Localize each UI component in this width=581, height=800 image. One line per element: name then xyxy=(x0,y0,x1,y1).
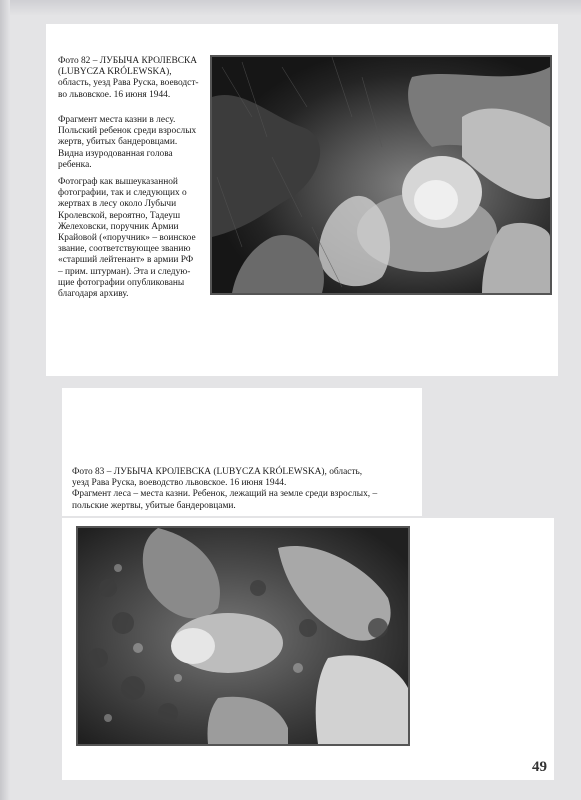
photo82-caption-note: Фотограф как вышеуказанной фотографии, так и следующих о жертвах в лесу около Лубычи Кролевской, вероятно, Тадеуш Желеховски, поручник Армии Крайовой («поручник» – воинское звание, соответствующее званию «старший лейтенант» в армии РФ – прим. штурман). Эта и следую- щие фотографии опубликованы благодаря архиву. xyxy=(58,177,196,300)
photo82-caption-title: Фото 82 – ЛУБЫЧА КРОЛЕВСКА (LUBYCZA KRÓLEWSKA), область, уезд Рава Руска, воеводст- во львовское. 16 июня 1944. xyxy=(58,56,199,100)
photo-82 xyxy=(210,55,552,295)
photo82-caption-description: Фрагмент места казни в лесу. Польский ребенок среди взрослых жертв, убитых бандеровцами. Видна изуродованная голова ребенка. xyxy=(58,115,197,170)
photo-83 xyxy=(76,526,410,746)
page-number: 49 xyxy=(532,759,547,775)
photo-83-image xyxy=(78,528,408,744)
photo83-caption: Фото 83 – ЛУБЫЧА КРОЛЕВСКА (LUBYCZA KRÓLEWSKA), область, уезд Рава Руска, воеводство львовское. 16 июня 1944. Фрагмент леса – места казни. Ребенок, лежащий на земле среди взрослых, – польские жертвы, убитые бандеровцами. xyxy=(72,467,378,511)
photo-82-image xyxy=(212,57,550,293)
scan-edge-top xyxy=(0,0,581,16)
scan-edge-left xyxy=(0,0,10,800)
